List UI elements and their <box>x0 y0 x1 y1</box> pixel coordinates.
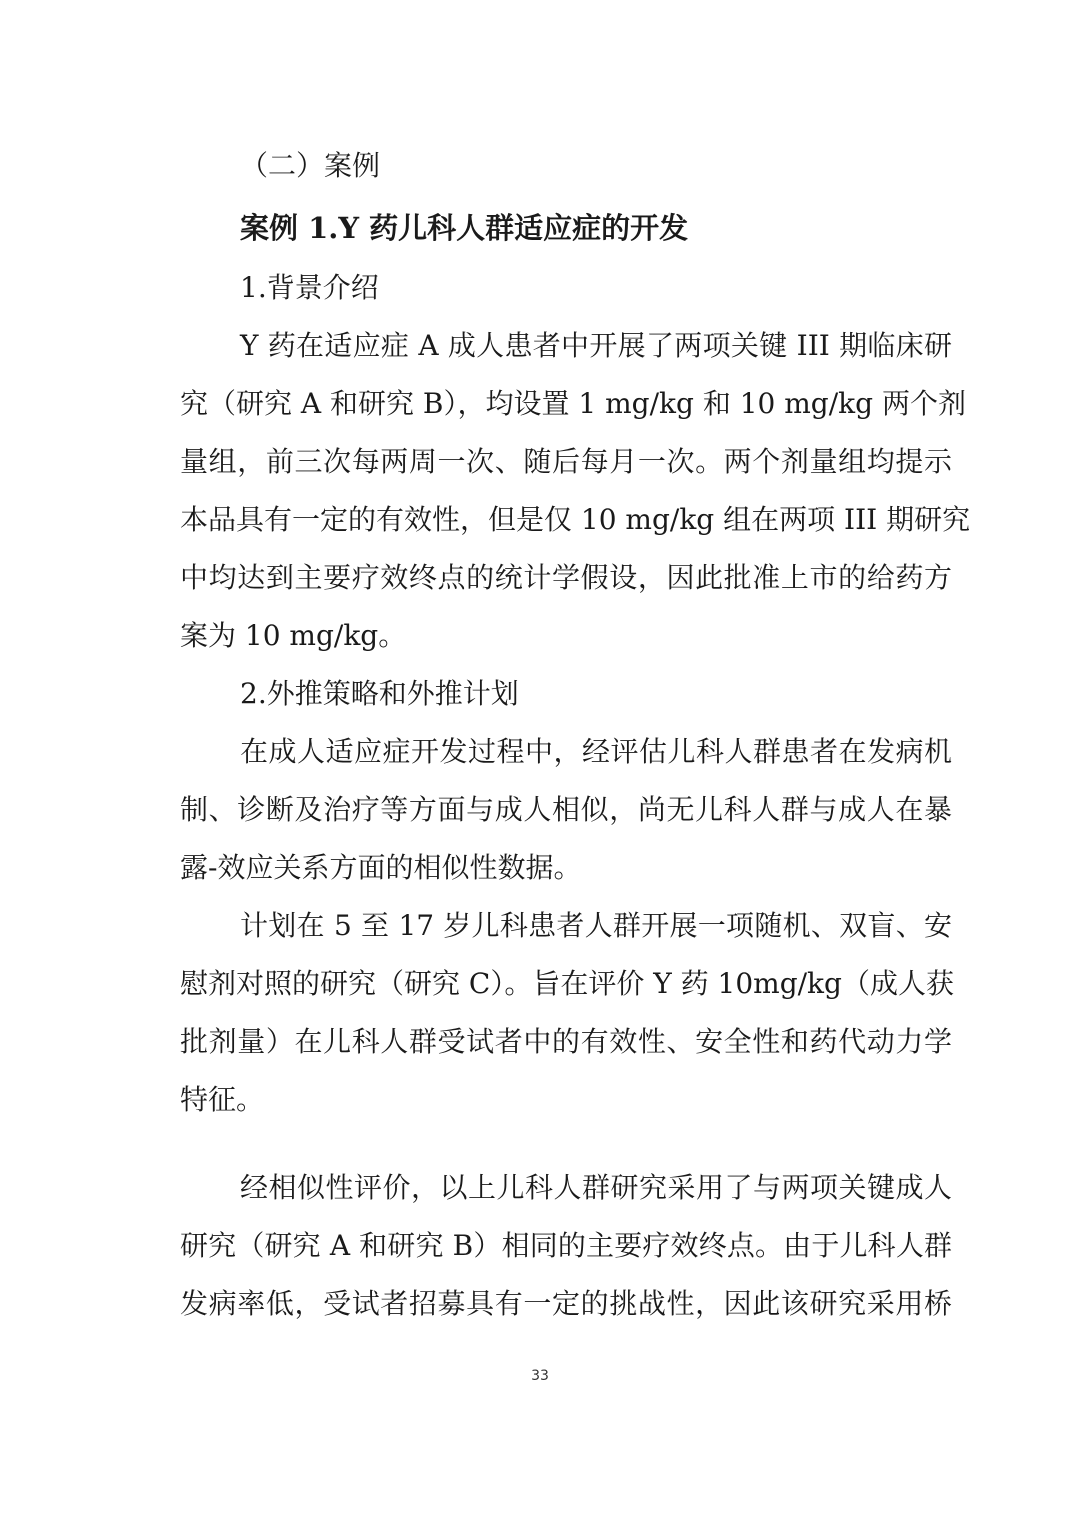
paragraph-line: 究（研究 A 和研究 B），均设置 1 mg/kg 和 10 mg/kg 两个剂 <box>180 387 966 420</box>
section-label: （二）案例 <box>240 149 381 182</box>
paragraph-line: 批剂量）在儿科人群受试者中的有效性、安全性和药代动力学 <box>180 1025 952 1058</box>
paragraph-line: 计划在 5 至 17 岁儿科患者人群开展一项随机、双盲、安 <box>240 909 952 942</box>
paragraph-line: 量组，前三次每两周一次、随后每月一次。两个剂量组均提示 <box>180 445 952 478</box>
paragraph-line: 慰剂对照的研究（研究 C）。旨在评价 Y 药 10mg/kg（成人获 <box>180 967 954 1000</box>
case-title: 案例 1.Y 药儿科人群适应症的开发 <box>240 211 689 245</box>
paragraph-line: 制、诊断及治疗等方面与成人相似，尚无儿科人群与成人在暴 <box>180 793 952 826</box>
page-number: 33 <box>531 1368 549 1384</box>
strategy-heading: 2.外推策略和外推计划 <box>240 677 519 710</box>
paragraph-line: 特征。 <box>180 1083 265 1116</box>
paragraph-line: 露-效应关系方面的相似性数据。 <box>180 851 582 884</box>
paragraph-line: 案为 10 mg/kg。 <box>180 619 407 652</box>
paragraph-line: 研究（研究 A 和研究 B）相同的主要疗效终点。由于儿科人群 <box>180 1229 952 1262</box>
paragraph-line: 发病率低，受试者招募具有一定的挑战性，因此该研究采用桥 <box>180 1287 952 1320</box>
paragraph-line: 中均达到主要疗效终点的统计学假设，因此批准上市的给药方 <box>180 561 952 594</box>
paragraph-line: Y 药在适应症 A 成人患者中开展了两项关键 III 期临床研 <box>240 329 952 362</box>
paragraph-line: 在成人适应症开发过程中，经评估儿科人群患者在发病机 <box>240 735 952 768</box>
background-heading: 1.背景介绍 <box>240 271 379 304</box>
paragraph-line: 经相似性评价，以上儿科人群研究采用了与两项关键成人 <box>240 1171 952 1204</box>
paragraph-line: 本品具有一定的有效性，但是仅 10 mg/kg 组在两项 III 期研究 <box>180 503 971 536</box>
